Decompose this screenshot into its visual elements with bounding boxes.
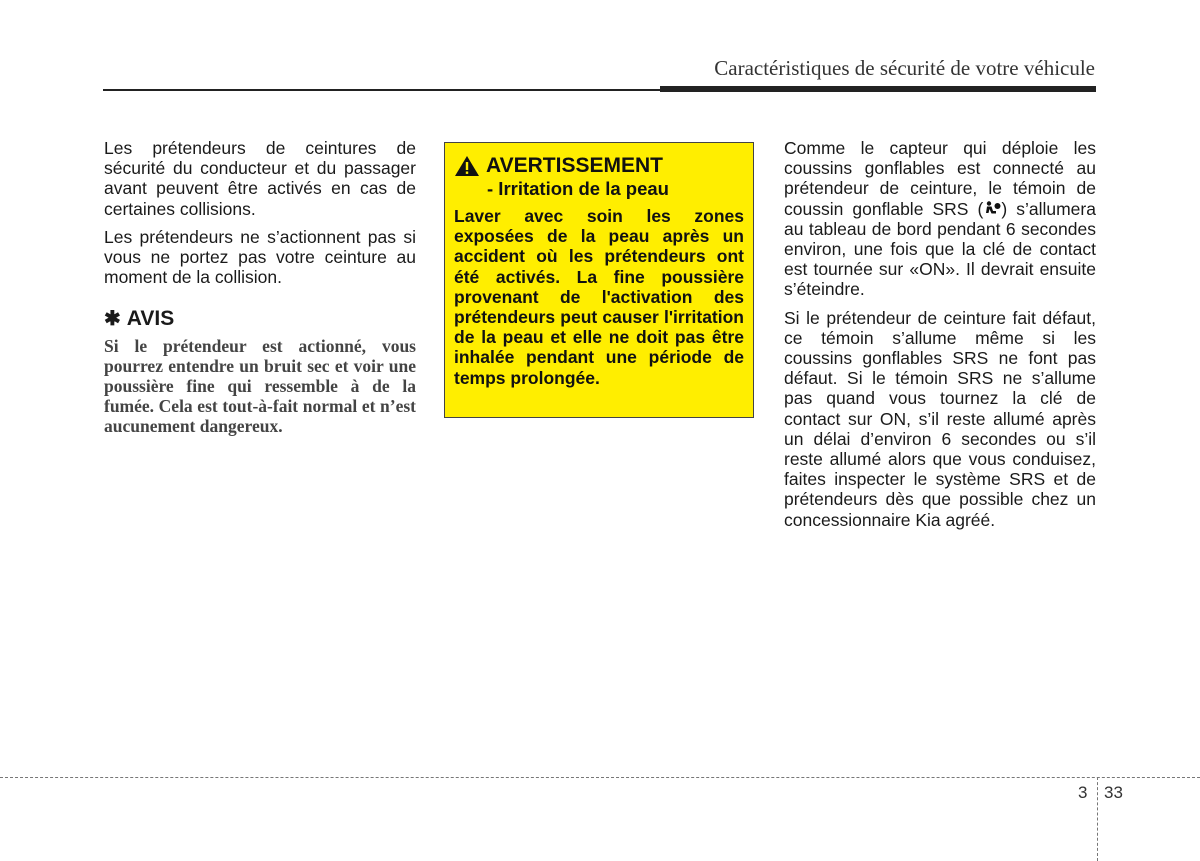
star-icon: ✱ <box>104 308 121 331</box>
warning-box <box>444 142 754 418</box>
right-column <box>784 138 1096 538</box>
warning-triangle-icon <box>454 155 480 177</box>
header-rule-thin <box>103 89 663 91</box>
srs-paragraph-2: Si le prétendeur de ceinture fait défaut, ce témoin s’allume même si les coussins gonflables SRS ne font pas défaut. Si le témoin SRS ne s’allume pas quand vous tournez la clé de contact sur ON, s’il reste allumé après un délai d’environ 6 secondes ou s’il reste allumé alors que vous conduisez, faites inspecter le système SRS et de prétendeurs dès que possible chez un concessionnaire Kia agréé. <box>784 307 1096 530</box>
srs-paragraph-1-after: ) s’allumera au tableau de bord pendant 6 secondes environ, une fois que la clé de contact est tournée sur «ON». Il devrait ensuite s’éteindre. <box>784 198 1096 300</box>
warning-subtitle: - Irritation de la peau <box>487 178 669 199</box>
page-header-title: Caractéristiques de sécurité de votre véhicule <box>714 56 1095 80</box>
footer-dashed-rule <box>0 777 1200 778</box>
srs-paragraph-1-before: Comme le capteur qui déploie les coussins gonflables est connecté au prétendeur de ceinture, le témoin de coussin gonflable SRS ( <box>784 138 1096 219</box>
avis-heading <box>104 309 416 329</box>
warning-heading <box>454 154 744 178</box>
avis-title: AVIS <box>126 307 175 331</box>
warning-title: AVERTISSEMENT <box>486 154 663 177</box>
left-column <box>104 138 416 445</box>
intro-paragraph-2: Les prétendeurs ne s’actionnent pas si vous ne portez pas votre ceinture au moment de la collision. <box>104 226 416 288</box>
chapter-number: 3 <box>1078 783 1088 802</box>
page-number: 33 <box>1104 783 1123 802</box>
intro-paragraph-1: Les prétendeurs de ceintures de sécurité du conducteur et du passager avant peuvent être activés en cas de certaines collisions. <box>104 138 416 219</box>
airbag-warning-icon <box>983 200 1001 218</box>
header-rule-thick <box>660 86 1096 92</box>
warning-text: Laver avec soin les zones exposées de la peau après un accident où les prétendeurs ont été activés. La fine poussière provenant de l'activation des prétendeurs peut causer l'irritation de la peau et elle ne doit pas être inhalée pendant une période de temps prolongée. <box>454 206 744 388</box>
footer-dashed-divider <box>1097 777 1098 861</box>
srs-paragraph-1 <box>784 138 1096 300</box>
avis-text: Si le prétendeur est actionné, vous pourrez entendre un bruit sec et voir une poussière fine qui ressemble à de la fumée. Cela est tout-à-fait normal et n’est aucunement dangereux. <box>104 335 416 437</box>
